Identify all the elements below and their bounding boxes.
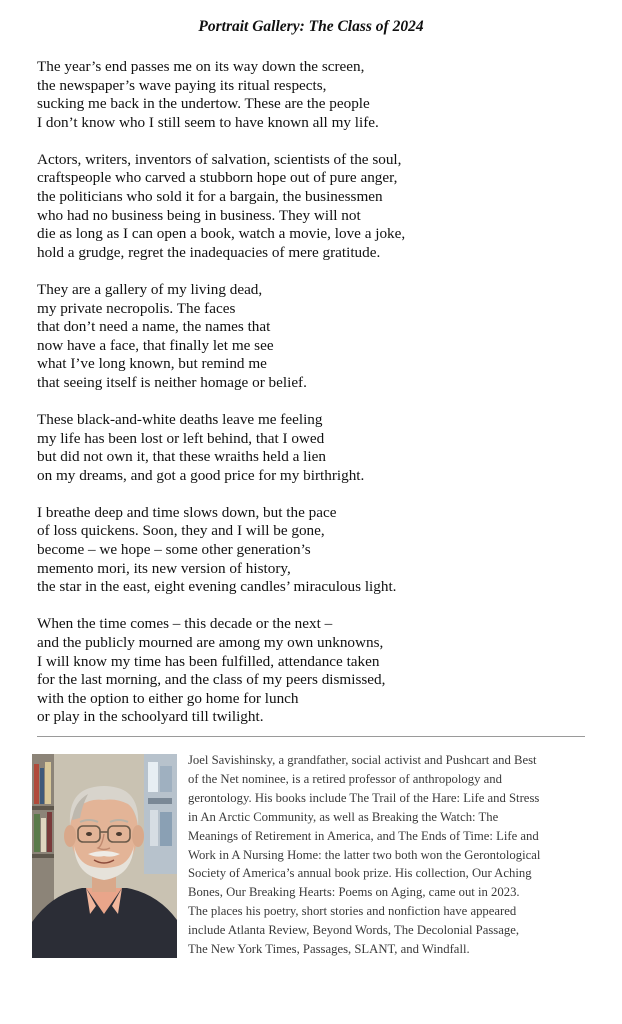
stanza: [37, 58, 597, 132]
author-photo: [32, 754, 177, 958]
poem-line: and the publicly mourned are among my own unknowns,: [37, 633, 384, 651]
poem-line: die as long as I can open a book, watch a movie, love a joke,: [37, 225, 406, 243]
poem-line: my life has been lost or left behind, that I owed: [37, 429, 325, 447]
poem-line: become – we hope – some other generation’s: [37, 541, 311, 559]
poem-line: or play in the schoolyard till twilight.: [37, 708, 264, 726]
poem-line: hold a grudge, regret the inadequacies of mere gratitude.: [37, 243, 381, 261]
poem-line: I will know my time has been fulfilled, attendance taken: [37, 652, 380, 670]
bio-line: The New York Times, Passages, SLANT, and Windfall.: [188, 942, 470, 957]
poem-line: but did not own it, that these wraiths held a lien: [37, 448, 326, 466]
bio-line: include Atlanta Review, Beyond Words, The Decolonial Passage,: [188, 923, 520, 938]
poem-line: for the last morning, and the class of my peers dismissed,: [37, 671, 386, 689]
bio-line: Joel Savishinsky, a grandfather, social activist and Pushcart and Best: [188, 753, 537, 767]
poem-line: When the time comes – this decade or the next –: [37, 615, 333, 633]
poem-title: Portrait Gallery: The Class of 2024: [198, 18, 424, 35]
poem-line: sucking me back in the undertow. These are the people: [37, 95, 370, 113]
bio-line: Bones, Our Breaking Hearts: Poems on Aging, came out in 2023.: [188, 885, 520, 900]
section-divider: [37, 736, 585, 737]
poem-line: with the option to either go home for lunch: [37, 689, 299, 707]
poem-line: my private necropolis. The faces: [37, 299, 236, 317]
poem-line: These black-and-white deaths leave me feeling: [37, 411, 323, 428]
bio-line: in An Arctic Community, as well as Breaking the Watch: The: [188, 809, 499, 824]
author-bio: [188, 751, 590, 959]
poem-line: what I’ve long known, but remind me: [37, 355, 267, 373]
poem-line: memento mori, its new version of history,: [37, 559, 291, 577]
poem-line: the star in the east, eight evening candles’ miraculous light.: [37, 578, 397, 596]
stanza: [37, 504, 597, 597]
poem-line: now have a face, that finally let me see: [37, 336, 274, 354]
stanza: [37, 151, 597, 263]
poem-line: of loss quickens. Soon, they and I will be gone,: [37, 522, 325, 540]
bio-line: gerontology. His books include The Trail of the Hare: Life and Stress: [188, 790, 540, 805]
poem-line: the politicians who sold it for a bargain, the businessmen: [37, 188, 383, 206]
stanza: [37, 615, 597, 727]
poem-line: I breathe deep and time slows down, but the pace: [37, 503, 337, 521]
bio-line: Society of America’s annual book prize. His collection, Our Aching: [188, 866, 532, 881]
stanza: [37, 411, 597, 485]
poem-line: on my dreams, and got a good price for my birthright.: [37, 466, 365, 484]
poem-line: They are a gallery of my living dead,: [37, 280, 263, 298]
poem-line: the newspaper’s wave paying its ritual respects,: [37, 76, 327, 94]
bio-line: The places his poetry, short stories and nonfiction have appeared: [188, 904, 517, 919]
poem-line: that seeing itself is neither homage or belief.: [37, 373, 307, 391]
poem-body: [37, 58, 597, 745]
poem-line: who had no business being in business. They will not: [37, 206, 361, 224]
poem-line: that don’t need a name, the names that: [37, 318, 271, 336]
poem-line: I don’t know who I still seem to have known all my life.: [37, 113, 379, 131]
bio-line: of the Net nominee, is a retired professor of anthropology and: [188, 771, 502, 786]
bio-line: Meanings of Retirement in America, and The Ends of Time: Life and: [188, 828, 539, 843]
poem-line: Actors, writers, inventors of salvation, scientists of the soul,: [37, 150, 402, 168]
poem-line: The year’s end passes me on its way down the screen,: [37, 58, 365, 75]
stanza: [37, 281, 597, 393]
bio-line: Work in A Nursing Home: the latter two both won the Gerontological: [188, 847, 541, 862]
poem-line: craftspeople who carved a stubborn hope out of pure anger,: [37, 169, 398, 187]
